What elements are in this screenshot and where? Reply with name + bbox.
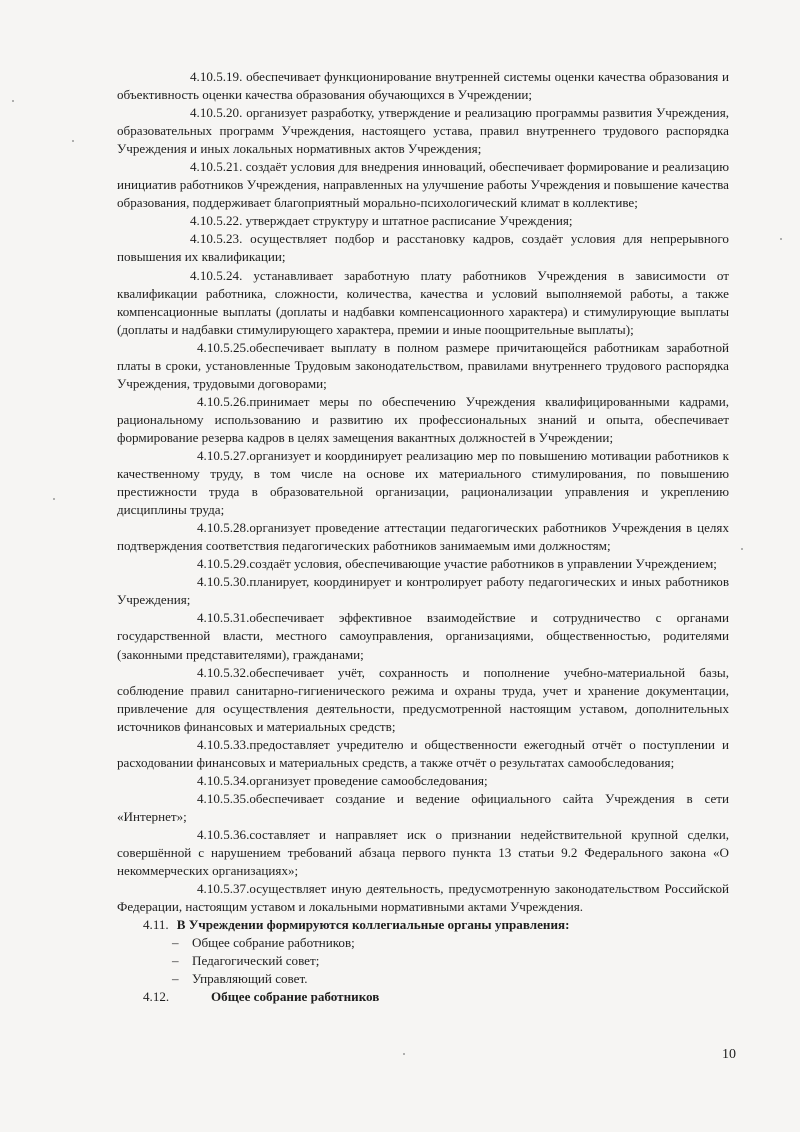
- clause-text: предоставляет учредителю и общественности ежегодный отчёт о поступлении и расходовании финансовых и материальных средств, а также отчёт о результатах самообследования;: [117, 736, 729, 770]
- clause-text: осуществляет иную деятельность, предусмотренную законодательством Российской Федерации, настоящим уставом и локальными нормативными актами Учреждения.: [117, 881, 729, 915]
- scan-speck: [741, 548, 743, 550]
- document-body: [117, 68, 729, 1006]
- clause-text: обеспечивает функционирование внутренней системы оценки качества образования и объективность оценки качества образования обучающихся в Учреждении;: [117, 69, 729, 103]
- clause-paragraph: [117, 772, 729, 790]
- clause-number: 4.10.5.26.: [197, 393, 250, 409]
- clause-paragraph: [117, 664, 729, 736]
- scan-speck: [780, 238, 782, 240]
- section-4-12-heading: [117, 988, 729, 1006]
- clause-number: 4.10.5.37.: [197, 881, 250, 897]
- page-number: 10: [722, 1047, 736, 1062]
- clause-paragraph: [117, 104, 729, 158]
- clause-text: составляет и направляет иск о признании недействительной крупной сделки, совершённой с нарушением требований абзаца первого пункта 13 статьи 9.2 Федерального закона «О некоммерческих организациях»;: [117, 826, 729, 879]
- clause-number: 4.10.5.23.: [190, 231, 251, 247]
- clause-text: планирует, координирует и контролирует работу педагогических и иных работников Учреждения;: [117, 574, 729, 608]
- clause-paragraph: [117, 736, 729, 772]
- clause-list: [117, 68, 729, 916]
- clause-paragraph: [117, 393, 729, 447]
- clause-number: 4.10.5.24.: [190, 267, 254, 283]
- section-4-11-title: В Учреждении формируются коллегиальные органы управления:: [176, 917, 570, 933]
- clause-paragraph: [117, 339, 729, 393]
- clause-number: 4.10.5.22.: [190, 213, 246, 229]
- clause-paragraph: [117, 880, 729, 916]
- clause-text: организует разработку, утверждение и реализацию программы развития Учреждения, образовательных программ Учреждения, настоящего устава, правил внутреннего трудового распорядка Учреждения и иных локальных нормативных актов Учреждения;: [117, 105, 729, 157]
- list-item: – Педагогический совет;: [117, 952, 729, 970]
- section-4-11-heading: [117, 916, 729, 934]
- scan-speck: [403, 1053, 405, 1055]
- clause-number: 4.10.5.20.: [190, 105, 247, 121]
- clause-text: создаёт условия для внедрения инноваций, обеспечивает формирование и реализацию инициатив работников Учреждения, направленных на улучшение работы Учреждения и повышение качества образования, поддерживает благоприятный морально-психологический климат в коллективе;: [117, 159, 730, 211]
- clause-paragraph: [117, 826, 729, 880]
- clause-text: обеспечивает выплату в полном размере причитающейся работникам заработной платы в сроки, установленные Трудовым законодательством, правилами внутреннего трудового распорядка Учреждения, трудовыми договорами;: [117, 339, 729, 391]
- clause-paragraph: [117, 790, 729, 826]
- clause-number: 4.10.5.35.: [197, 790, 250, 806]
- clause-paragraph: [117, 68, 729, 104]
- clause-paragraph: [117, 555, 729, 573]
- clause-text: утверждает структуру и штатное расписание Учреждения;: [245, 213, 573, 229]
- scan-speck: [12, 100, 14, 102]
- clause-number: 4.10.5.27.: [197, 447, 250, 463]
- clause-text: организует проведение самообследования;: [249, 772, 488, 788]
- clause-text: осуществляет подбор и расстановку кадров, создаёт условия для непрерывного повышения их квалификации;: [117, 231, 729, 265]
- clause-number: 4.10.5.32.: [197, 664, 250, 680]
- clause-number: 4.10.5.31.: [197, 610, 250, 626]
- clause-paragraph: [117, 447, 729, 519]
- section-4-12-title: Общее собрание работников: [211, 989, 380, 1005]
- clause-paragraph: [117, 573, 729, 609]
- clause-text: организует и координирует реализацию мер по повышению мотивации работников к качественному труду, в том числе на основе их материального стимулирования, по повышению престижности труда в образовательной организации, рационализации управления и укреплению дисциплины труда;: [117, 447, 729, 518]
- scan-speck: [53, 498, 55, 500]
- clause-number: 4.10.5.36.: [197, 826, 250, 842]
- clause-paragraph: [117, 609, 729, 663]
- clause-paragraph: [117, 230, 729, 266]
- clause-paragraph: [117, 212, 729, 230]
- clause-text: создаёт условия, обеспечивающие участие работников в управлении Учреждением;: [249, 556, 717, 572]
- section-4-11-number: 4.11.: [143, 917, 169, 933]
- clause-text: организует проведение аттестации педагогических работников Учреждения в целях подтверждения соответствия педагогических работников занимаемым ими должностям;: [117, 520, 729, 554]
- clause-text: принимает меры по обеспечению Учреждения квалифицированными кадрами, рациональному использованию и развитию их профессиональных знаний и опыта, обеспечивает формирование резерва кадров в целях замещения вакантных должностей в Учреждении;: [117, 393, 729, 445]
- scan-speck: [72, 140, 74, 142]
- list-item: – Общее собрание работников;: [117, 934, 729, 952]
- governing-bodies-list: [117, 934, 729, 988]
- list-item: – Управляющий совет.: [117, 970, 729, 988]
- clause-number: 4.10.5.19.: [190, 69, 247, 84]
- section-4-12-number: 4.12.: [143, 989, 170, 1005]
- clause-number: 4.10.5.28.: [197, 520, 250, 536]
- clause-number: 4.10.5.33.: [197, 736, 250, 752]
- clause-number: 4.10.5.30.: [197, 574, 250, 590]
- clause-number: 4.10.5.34.: [197, 772, 250, 788]
- clause-text: обеспечивает эффективное взаимодействие и сотрудничество с органами государственной власти, местного самоуправления, организациями, общественностью, родителями (законными представителями), гражданами;: [117, 610, 729, 662]
- clause-paragraph: [117, 158, 729, 212]
- clause-paragraph: [117, 267, 729, 339]
- clause-text: устанавливает заработную плату работников Учреждения в зависимости от квалификации работника, сложности, количества, качества и условий выполняемой работы, а также компенсационные выплаты (доплаты и надбавки компенсационного характера) и стимулирующие выплаты (доплаты и надбавки стимулирующего характера, премии и иные поощрительные выплаты);: [117, 267, 729, 337]
- clause-number: 4.10.5.25.: [197, 339, 250, 355]
- clause-number: 4.10.5.21.: [190, 159, 246, 175]
- clause-text: обеспечивает учёт, сохранность и пополнение учебно-материальной базы, соблюдение правил санитарно-гигиенического режима и охраны труда, учет и хранение документации, привлечение для осуществления деятельности, предусмотренной настоящим уставом, дополнительных источников финансовых и материальных средств;: [117, 664, 729, 734]
- clause-number: 4.10.5.29.: [197, 556, 250, 572]
- clause-paragraph: [117, 519, 729, 555]
- clause-text: обеспечивает создание и ведение официального сайта Учреждения в сети «Интернет»;: [117, 790, 729, 824]
